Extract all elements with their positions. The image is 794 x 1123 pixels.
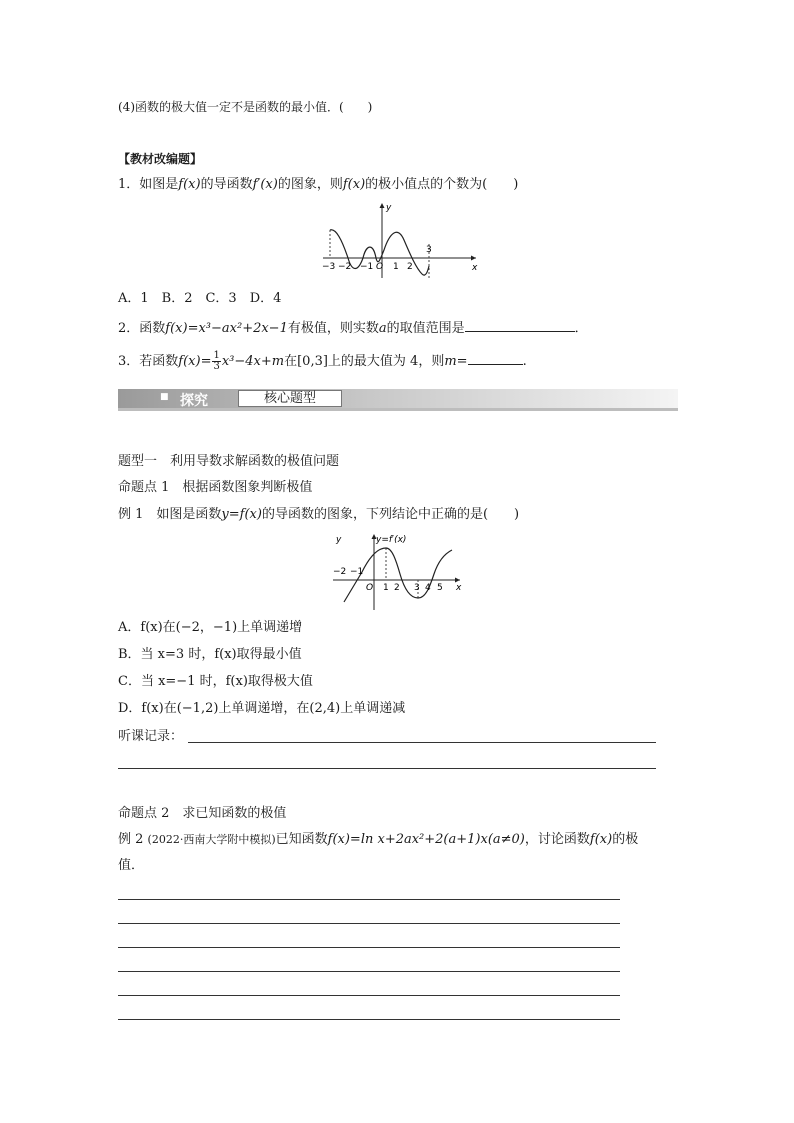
answer-line-1[interactable] <box>118 899 620 900</box>
notes-line-1[interactable] <box>188 742 656 743</box>
q1-fpx: f′(x) <box>252 177 278 192</box>
notes-label <box>118 728 183 746</box>
q1-options <box>118 290 281 308</box>
banner-right-label: 核心题型 <box>263 391 316 406</box>
banner-left-label: 探究 <box>180 393 208 409</box>
q2-period: ． <box>574 321 588 336</box>
ex1-option-d <box>118 700 405 718</box>
question-1 <box>118 176 518 194</box>
q1-suffix: 的极小值点的个数为( ) <box>365 177 519 192</box>
ex1-option-c <box>118 673 313 691</box>
type-1-title-text: 题型一 利用导数求解函数的极值问题 <box>118 454 340 469</box>
fig1-y-label: y <box>386 203 392 213</box>
fig1-x-arrow <box>471 256 476 261</box>
q2-answer-blank[interactable] <box>465 317 575 332</box>
fig2-origin: O <box>366 583 374 593</box>
fig2-tick-2: 2 <box>394 583 400 593</box>
q2-suffix: 有极值，则实数 <box>287 321 379 336</box>
figure-1-derivative-graph <box>318 200 483 280</box>
question-4-line <box>118 98 372 116</box>
fig1-tick-n2: −2 <box>338 262 352 272</box>
fig2-curve-label: y=f′(x) <box>376 535 407 545</box>
q1-fx: f(x) <box>178 177 201 192</box>
notes-line-2[interactable] <box>118 768 656 769</box>
q2-prefix: 2．函数 <box>118 321 166 336</box>
fig1-tick-n3: −3 <box>322 262 336 272</box>
example-2-line-2 <box>118 857 144 875</box>
fig1-x-label: x <box>472 263 478 273</box>
ex2-fx: f(x) <box>589 832 613 847</box>
answer-line-6[interactable] <box>118 1019 620 1020</box>
q3-m: m= <box>444 354 468 369</box>
ex1-option-a <box>118 619 302 637</box>
ex1-func: y=f(x) <box>221 507 262 522</box>
fig1-tick-2: 2 <box>407 262 413 272</box>
q1-mid2: 的图象，则 <box>277 177 343 192</box>
answer-line-3[interactable] <box>118 947 620 948</box>
notes-label-text: 听课记录： <box>118 729 184 744</box>
banner-right-box <box>238 390 342 407</box>
fig2-tick-n2: −2 <box>333 567 347 577</box>
type-1-title <box>118 453 339 471</box>
example-1 <box>118 506 519 524</box>
fig2-tick-3: 3 <box>414 583 420 593</box>
point-2-title-text: 命题点 2 求已知函数的极值 <box>118 806 287 821</box>
fig1-tick-1: 1 <box>393 262 399 272</box>
banner-bullet-icon: ■ <box>160 392 169 402</box>
ex1-option-b-text: B．当 x=3 时，f(x)取得最小值 <box>118 647 302 662</box>
ex2-source: (2022·西南大学附中模拟) <box>147 833 276 846</box>
point-1-title <box>118 479 312 497</box>
section-textbook-text: 【教材改编题】 <box>118 152 203 166</box>
q3-mid: 在[0,3]上的最大值为 4，则 <box>284 354 445 369</box>
ex2-suffix: ，讨论函数 <box>524 832 590 847</box>
ex1-option-d-text: D．f(x)在(−1,2)上单调递增，在(2,4)上单调递减 <box>118 701 406 716</box>
q1-prefix: 1．如图是 <box>118 177 179 192</box>
q1-mid: 的导函数 <box>200 177 253 192</box>
q3-prefix: 3．若函数 <box>118 354 179 369</box>
q3-fx: f(x)= <box>178 354 212 369</box>
q3-frac-top: 1 <box>213 350 220 361</box>
ex1-option-b <box>118 646 302 664</box>
q1-fx-2: f(x) <box>342 177 366 192</box>
fig2-tick-n1: −1 <box>350 567 364 577</box>
fig2-tick-1: 1 <box>383 583 389 593</box>
q3-frac-bot: 3 <box>213 361 220 372</box>
q3-answer-blank[interactable] <box>468 350 523 365</box>
question-3 <box>118 350 527 372</box>
point-2-title <box>118 805 286 823</box>
ex1-prefix: 例 1 如图是函数 <box>118 507 222 522</box>
question-4-text: (4)函数的极大值一定不是函数的最小值．( ) <box>118 100 373 114</box>
fig2-tick-5: 5 <box>437 583 443 593</box>
fig2-x-label: x <box>456 583 462 593</box>
fig1-y-arrow <box>380 203 385 208</box>
question-2 <box>118 317 588 338</box>
q3-formula: x³−4x+m <box>221 354 285 369</box>
figure-2-derivative-graph <box>330 530 465 612</box>
q1-options-text: A．1 B．2 C．3 D．4 <box>118 291 282 306</box>
q2-end: 的取值范围是 <box>386 321 465 336</box>
ex1-option-c-text: C．当 x=−1 时，f(x)取得极大值 <box>118 674 313 689</box>
ex2-line2-text: 值． <box>118 858 145 873</box>
ex2-prefix: 例 2 <box>118 832 144 847</box>
example-2 <box>118 831 638 849</box>
q3-period: . <box>522 354 527 369</box>
fig2-tick-4: 4 <box>425 583 431 593</box>
answer-line-2[interactable] <box>118 923 620 924</box>
fig2-x-arrow <box>455 578 460 583</box>
fig1-origin: O <box>376 262 384 272</box>
q2-formula: f(x)=x³−ax²+2x−1 <box>165 321 288 336</box>
section-textbook-title <box>118 150 202 168</box>
q2-a: a <box>378 321 387 336</box>
ex2-text: 已知函数 <box>275 832 328 847</box>
fig2-y-label: y <box>336 535 342 545</box>
fig1-tick-n1: −1 <box>360 262 374 272</box>
point-1-title-text: 命题点 1 根据函数图象判断极值 <box>118 480 313 495</box>
ex2-end: 的极 <box>612 832 639 847</box>
fig1-tick-3: 3 <box>426 245 432 255</box>
ex2-formula: f(x)=ln x+2ax²+2(a+1)x(a≠0) <box>327 832 525 847</box>
q3-fraction <box>212 351 220 372</box>
answer-line-5[interactable] <box>118 995 620 996</box>
section-banner <box>118 389 678 411</box>
answer-line-4[interactable] <box>118 971 620 972</box>
ex1-option-a-text: A．f(x)在(−2，−1)上单调递增 <box>118 620 303 635</box>
ex1-suffix: 的导函数的图象，下列结论中正确的是( ) <box>261 507 520 522</box>
